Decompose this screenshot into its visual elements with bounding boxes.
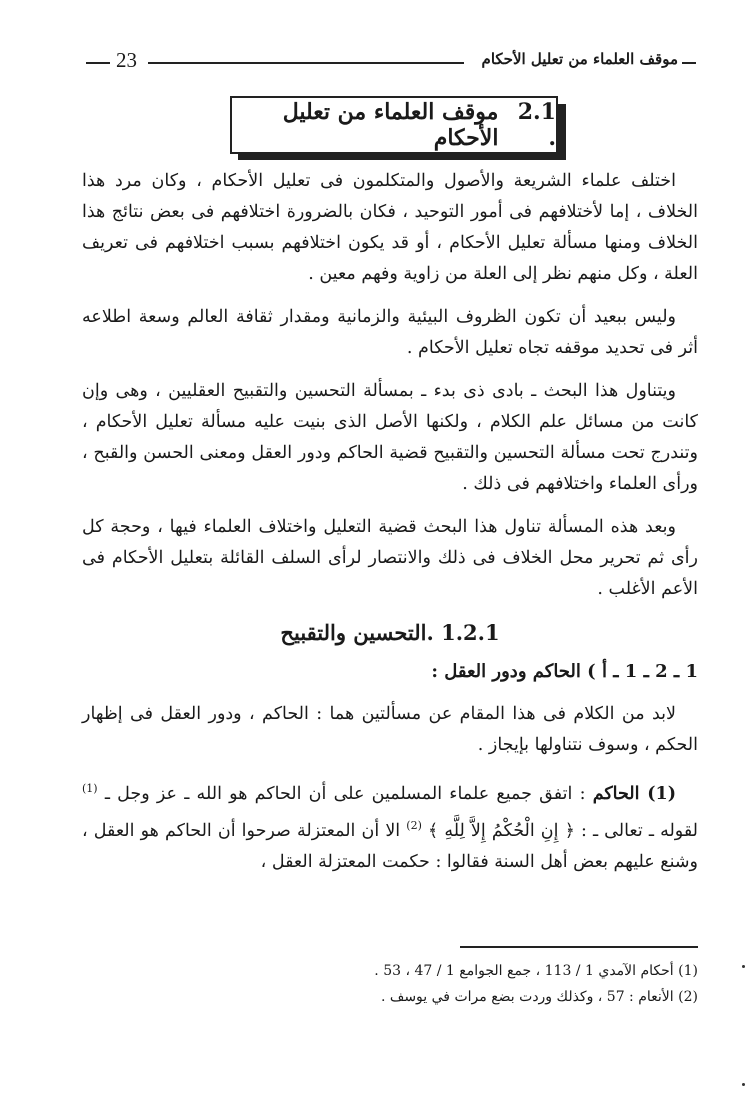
- header-dash: [86, 62, 110, 64]
- footnotes: [300, 958, 698, 1010]
- paragraph: [82, 773, 698, 878]
- paragraph: وليس ببعيد أن تكون الظروف البيئية والزمانية ومقدار ثقافة العالم وسعة اطلاعه أثر فى تحديد موقفه تجاه تعليل الأحكام .: [82, 307, 698, 358]
- header-rule: [148, 62, 464, 64]
- paragraph-text: الا أن المعتزلة صرحوا أن الحاكم هو العقل ، وشنع عليهم بعض أهل السنة فقالوا : حكمت المعتزلة العقل ،: [82, 820, 698, 872]
- page-number: 23: [116, 48, 137, 72]
- footnote-rule: [460, 946, 698, 948]
- paragraph-text: : اتفق جميع علماء المسلمين على أن الحاكم هو الله ـ عز وجل ـ: [97, 783, 593, 804]
- term-lead: (1) الحاكم: [592, 783, 676, 804]
- scan-speck: [742, 1083, 745, 1086]
- paragraph: وبعد هذه المسألة تناول هذا البحث قضية التعليل واختلاف العلماء فيها ، وحجة كل رأى ثم تحرير محل الخلاف فى ذلك والانتصار لرأى السلف القائلة بتعليل الأحكام فى الأعم الأغلب .: [82, 517, 698, 599]
- footnote: (1) أحكام الآمدي 1 / 113 ، جمع الجوامع 1 / 47 ، 53 .: [374, 963, 698, 979]
- paragraph-text: لقوله ـ تعالى ـ : ﴿ إِنِ الْحُكْمُ إِلاَّ لِلَّهِ ﴾: [421, 820, 699, 841]
- section-number: 2.1 .: [517, 99, 556, 151]
- footnote-ref: (2): [406, 818, 422, 832]
- body-text: [82, 166, 698, 890]
- subsubsection-heading: 1 ـ 2 ـ 1 ـ أ ) الحاكم ودور العقل :: [431, 661, 698, 682]
- subsection-heading: 1.2.1 .التحسين والتقبيح: [280, 620, 500, 645]
- paragraph: اختلف علماء الشريعة والأصول والمتكلمون فى تعليل الأحكام ، وكان مرد هذا الخلاف ، إما لأختلافهم فى أمور التوحيد ، فكان بالضرورة اختلافهم فى بعض نتائج هذا الخلاف ومنها مسألة تعليل الأحكام ، أو قد يكون اختلافهم بسبب اختلافهم فى تعريف العلة ، وكل منهم نظر إلى العلة من زاوية وفهم معين .: [82, 171, 698, 284]
- footnote-ref: (1): [82, 782, 98, 795]
- section-title-box: [230, 96, 558, 154]
- header-dash: [682, 62, 696, 64]
- footnote: (2) الأنعام : 57 ، وكذلك وردت بضع مرات في يوسف .: [380, 989, 698, 1005]
- running-header: [86, 48, 696, 76]
- scan-speck: [742, 965, 745, 968]
- section-title: موقف العلماء من تعليل الأحكام: [282, 99, 499, 151]
- paragraph: لابد من الكلام فى هذا المقام عن مسألتين هما : الحاكم ، ودور العقل فى إظهار الحكم ، وسوف نتناولها بإيجاز .: [82, 704, 698, 755]
- running-title: موقف العلماء من تعليل الأحكام: [481, 50, 678, 68]
- paragraph: ويتناول هذا البحث ـ بادى ذى بدء ـ بمسألة التحسين والتقبيح العقليين ، وهى وإن كانت من مسائل علم الكلام ، ولكنها الأصل الذى بنيت عليه مسألة تعليل الأحكام ، وتندرج تحت مسألة التحسين والتقبيح قضية الحاكم ودور العقل ومعنى الحسن والقبح ، ورأى العلماء واختلافهم فى ذلك .: [82, 381, 698, 494]
